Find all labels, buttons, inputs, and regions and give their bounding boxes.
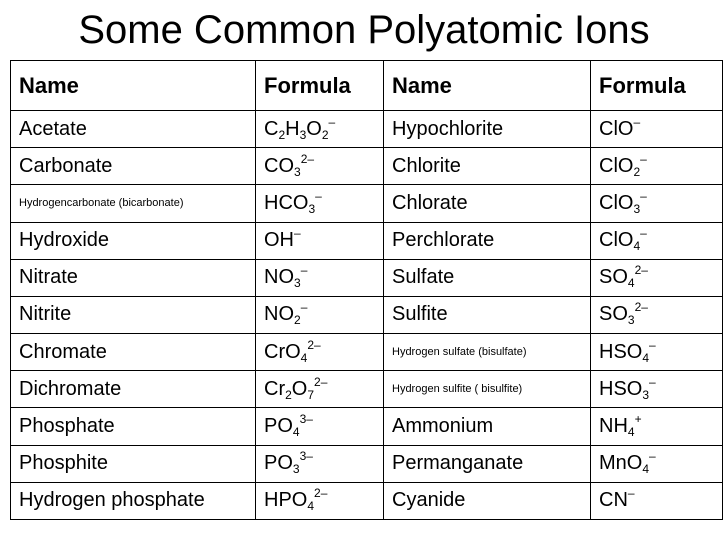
formula-subscript: 2: [285, 387, 292, 402]
ion-formula-cell: [256, 334, 384, 371]
table-row: [11, 445, 723, 482]
ion-formula-cell: [591, 148, 723, 185]
formula-charge: 2–: [307, 337, 321, 352]
formula-charge: –: [315, 188, 322, 203]
formula-element: HSO: [599, 377, 643, 400]
header-name-1: Name: [11, 61, 256, 111]
header-formula-1: Formula: [256, 61, 384, 111]
table-row: [11, 185, 723, 222]
formula-element: SO: [599, 266, 628, 289]
formula-charge: 3–: [299, 411, 313, 426]
formula-element: CrO: [264, 340, 301, 363]
ion-name-cell: Ammonium: [384, 408, 591, 445]
ion-formula-cell: [256, 259, 384, 296]
table-row: [11, 482, 723, 519]
formula-charge: 2–: [300, 151, 315, 166]
ion-name-cell: Chromate: [11, 334, 256, 371]
ion-formula-cell: [591, 185, 723, 222]
formula-subscript: 4: [300, 350, 308, 365]
formula-subscript: 3: [294, 164, 301, 179]
ion-name-cell: Chlorite: [384, 148, 591, 185]
ion-name-cell: Phosphite: [11, 445, 256, 482]
ion-formula-cell: [256, 296, 384, 333]
ion-name-cell: Hypochlorite: [384, 111, 591, 148]
ion-formula-cell: [591, 111, 723, 148]
formula-element: SO: [599, 303, 628, 326]
header-formula-2: Formula: [591, 61, 723, 111]
ion-formula-cell: [591, 334, 723, 371]
formula-element: PO: [264, 452, 293, 475]
ion-formula-cell: [591, 445, 723, 482]
formula-subscript: 4: [307, 499, 315, 514]
table-row: [11, 111, 723, 148]
formula-subscript: 2: [294, 313, 301, 328]
ion-formula-cell: [591, 408, 723, 445]
formula-element: HCO: [264, 191, 309, 214]
ion-formula-cell: [591, 259, 723, 296]
formula-element: ClO: [599, 117, 634, 140]
formula-element: ClO: [599, 229, 634, 252]
formula-charge: –: [640, 151, 647, 166]
ion-name-cell: Hydrogen sulfite ( bisulfite): [384, 371, 591, 408]
formula-subscript: 2: [278, 127, 286, 142]
formula-subscript: 3: [308, 201, 316, 216]
ion-name-cell: Nitrite: [11, 296, 256, 333]
polyatomic-ions-table: [10, 60, 723, 520]
ion-name-cell: Carbonate: [11, 148, 256, 185]
formula-charge: –: [640, 188, 647, 203]
ion-formula-cell: [591, 482, 723, 519]
page-title: Some Common Polyatomic Ions: [78, 8, 650, 52]
formula-subscript: 3: [627, 313, 635, 328]
formula-subscript: 3: [299, 127, 307, 142]
ion-formula-cell: [591, 296, 723, 333]
formula-subscript: 2: [321, 127, 329, 142]
formula-charge: 2–: [634, 263, 648, 278]
formula-charge: –: [294, 226, 301, 241]
ion-formula-cell: [256, 408, 384, 445]
formula-charge: 2–: [634, 300, 648, 315]
ion-name-cell: Acetate: [11, 111, 256, 148]
ion-formula-cell: [256, 371, 384, 408]
table-row: [11, 222, 723, 259]
table-row: [11, 296, 723, 333]
formula-subscript: 3: [633, 201, 641, 216]
formula-charge: –: [640, 226, 647, 241]
formula-subscript: 7: [307, 387, 315, 402]
formula-element: CO: [264, 154, 294, 177]
header-row: [11, 61, 723, 111]
formula-element: NH: [599, 414, 628, 437]
formula-charge: 2–: [314, 486, 328, 501]
formula-charge: +: [634, 411, 642, 426]
ion-name-cell: Chlorate: [384, 185, 591, 222]
ion-name-cell: Cyanide: [384, 482, 591, 519]
ion-formula-cell: [591, 371, 723, 408]
formula-subscript: 4: [642, 462, 650, 477]
table-row: [11, 259, 723, 296]
ion-name-cell: Hydrogen phosphate: [11, 482, 256, 519]
formula-charge: –: [633, 114, 641, 129]
ion-name-cell: Phosphate: [11, 408, 256, 445]
ion-name-cell: Permanganate: [384, 445, 591, 482]
formula-subscript: 4: [627, 276, 635, 291]
formula-charge: –: [649, 337, 656, 352]
formula-charge: 3–: [299, 449, 313, 464]
ion-formula-cell: [591, 222, 723, 259]
formula-charge: –: [649, 449, 656, 464]
formula-charge: 2–: [314, 374, 328, 389]
formula-element: Cr: [264, 377, 286, 400]
ion-formula-cell: [256, 185, 384, 222]
table-body: [11, 111, 723, 520]
table-row: [11, 148, 723, 185]
header-name-2: Name: [384, 61, 591, 111]
ion-name-cell: Hydrogen sulfate (bisulfate): [384, 334, 591, 371]
formula-subscript: 2: [633, 164, 641, 179]
formula-element: NO: [264, 266, 294, 289]
ion-name-cell: Dichromate: [11, 371, 256, 408]
ion-formula-cell: [256, 222, 384, 259]
ion-formula-cell: [256, 482, 384, 519]
formula-charge: –: [649, 374, 656, 389]
ion-name-cell: Nitrate: [11, 259, 256, 296]
formula-element: C: [264, 117, 279, 140]
formula-element: O: [291, 377, 308, 400]
formula-element: O: [306, 117, 322, 140]
formula-subscript: 4: [627, 424, 635, 439]
formula-subscript: 4: [642, 350, 650, 365]
formula-charge: –: [627, 486, 635, 501]
formula-charge: –: [328, 114, 336, 129]
ion-name-cell: Sulfite: [384, 296, 591, 333]
formula-element: CN: [599, 489, 628, 512]
formula-element: ClO: [599, 154, 634, 177]
ion-name-cell: Hydroxide: [11, 222, 256, 259]
ion-name-cell: Perchlorate: [384, 222, 591, 259]
formula-element: HSO: [599, 340, 643, 363]
ion-name-cell: Sulfate: [384, 259, 591, 296]
formula-subscript: 3: [294, 276, 301, 291]
formula-element: HPO: [264, 489, 308, 512]
ion-formula-cell: [256, 148, 384, 185]
table-row: [11, 408, 723, 445]
formula-charge: –: [300, 263, 308, 278]
ion-formula-cell: [256, 111, 384, 148]
formula-element: H: [285, 117, 300, 140]
formula-charge: –: [300, 300, 308, 315]
formula-subscript: 4: [633, 239, 641, 254]
table-row: [11, 371, 723, 408]
formula-element: OH: [264, 229, 294, 252]
formula-subscript: 3: [642, 387, 650, 402]
formula-element: MnO: [599, 452, 643, 475]
formula-element: PO: [264, 414, 293, 437]
formula-element: NO: [264, 303, 294, 326]
formula-subscript: 4: [292, 424, 300, 439]
table-row: [11, 334, 723, 371]
formula-subscript: 3: [292, 462, 300, 477]
ion-formula-cell: [256, 445, 384, 482]
ion-name-cell: Hydrogencarbonate (bicarbonate): [11, 185, 256, 222]
formula-element: ClO: [599, 191, 634, 214]
